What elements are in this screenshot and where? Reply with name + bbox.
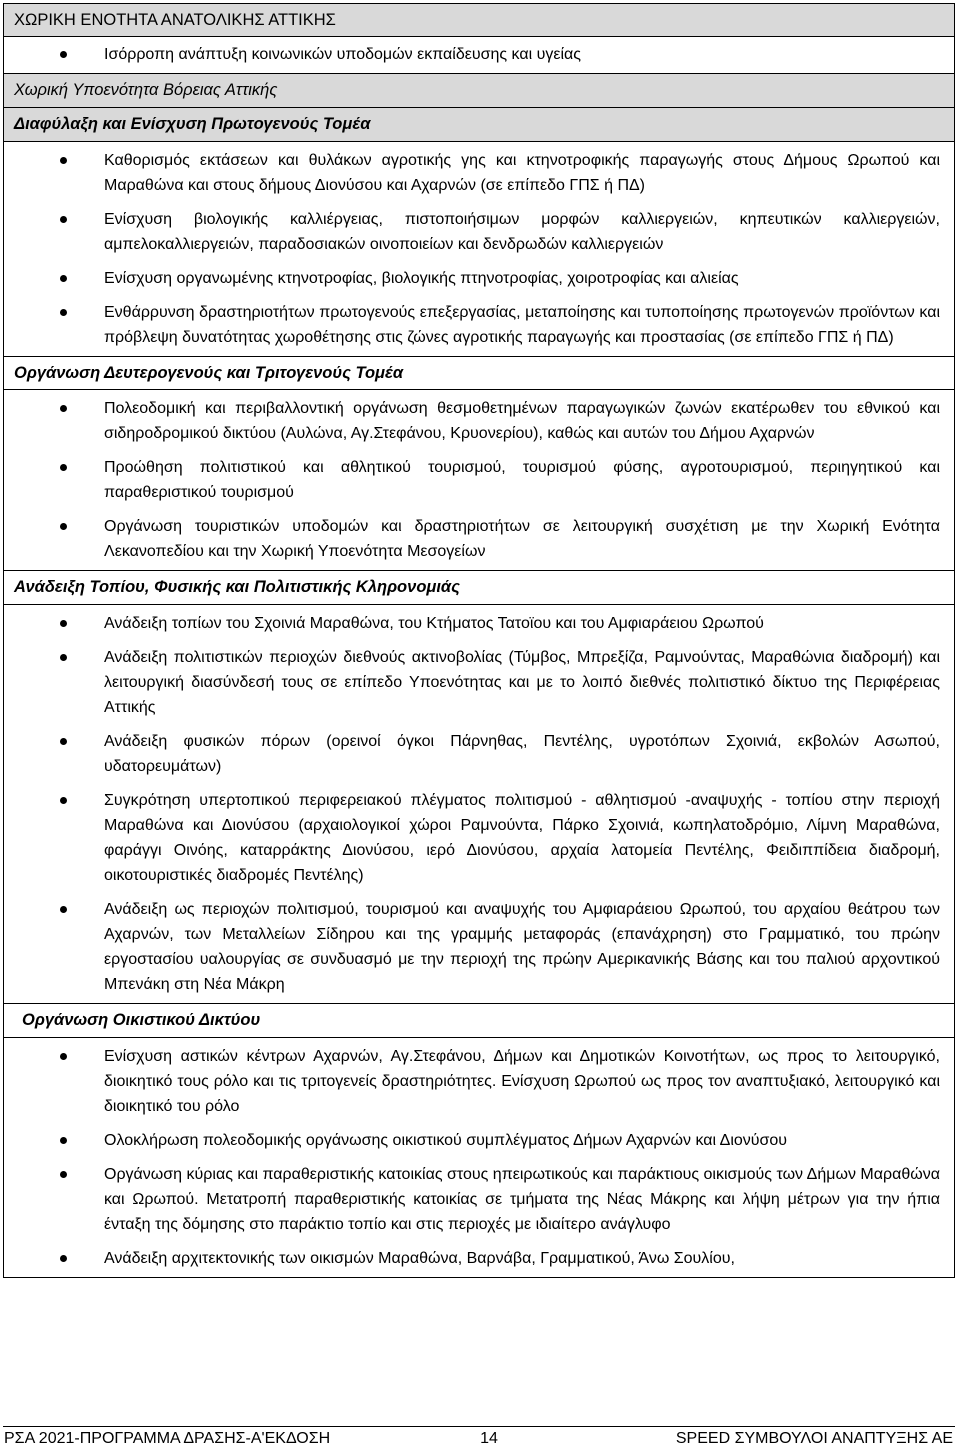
- bullet-icon: [4, 514, 104, 564]
- bullet-icon: [4, 300, 104, 350]
- list-item: Ενίσχυση αστικών κέντρων Αχαρνών, Αγ.Στεφάνου, Δήμων και Δημοτικών Κοινοτήτων, ως προς το λειτουργικό, διοικητικό τους ρόλο και τις τριτογενείς δραστηριότητες. Ενίσχυση Ωρωπού ως προς τον αναπτυξιακό, λειτουργικό και διοικητικό του ρόλο: [4, 1044, 944, 1119]
- section-heading: Οργάνωση Οικιστικού Δικτύου: [22, 1011, 261, 1029]
- bullet-icon: [4, 455, 104, 505]
- list-item: Ισόρροπη ανάπτυξη κοινωνικών υποδομών εκπαίδευσης και υγείας: [4, 42, 944, 67]
- section-items: [4, 142, 954, 357]
- bullet-icon: [4, 645, 104, 720]
- section-heading-row: [4, 571, 954, 605]
- bullet-icon: [4, 729, 104, 779]
- footer-page-number: 14: [480, 1429, 498, 1447]
- document-table: [3, 3, 955, 1278]
- list-item: Ενίσχυση βιολογικής καλλιέργειας, πιστοποιήσιμων μορφών καλλιεργειών, κηπευτικών καλλιεργειών, αμπελοκαλλιεργειών, παραδοσιακών οινοποιείων και δενδρωδών καλλιεργειών: [4, 207, 944, 257]
- section-heading: Διαφύλαξη και Ενίσχυση Πρωτογενούς Τομέα: [14, 115, 371, 133]
- list-item: Οργάνωση τουριστικών υποδομών και δραστηριοτήτων σε λειτουργική συσχέτιση με την Χωρική Ενότητα Λεκανοπεδίου και την Χωρική Υποενότητα Μεσογείων: [4, 514, 944, 564]
- section-heading-row: [4, 108, 954, 142]
- section-heading-row: [4, 357, 954, 390]
- page-title: ΧΩΡΙΚΗ ΕΝΟΤΗΤΑ ΑΝΑΤΟΛΙΚΗΣ ΑΤΤΙΚΗΣ: [14, 10, 336, 29]
- page-footer: [3, 1426, 955, 1450]
- list-item: Ανάδειξη φυσικών πόρων (ορεινοί όγκοι Πάρνηθας, Πεντέλης, υγροτόπων Σχοινιά, εκβολών Ασωπού, υδατορευμάτων): [4, 729, 944, 779]
- subunit-title-row: [4, 74, 954, 108]
- list-item: Ανάδειξη αρχιτεκτονικής των οικισμών Μαραθώνα, Βαρνάβα, Γραμματικού, Άνω Σουλίου,: [4, 1246, 944, 1271]
- list-item: Προώθηση πολιτιστικού και αθλητικού τουρισμού, τουρισμού φύσης, αγροτουρισμού, περιηγητικού και παραθεριστικού τουρισμού: [4, 455, 944, 505]
- list-item: Συγκρότηση υπερτοπικού περιφερειακού πλέγματος πολιτισμού - αθλητισμού -αναψυχής - τοπίου στην περιοχή Μαραθώνα και Διονύσου (αρχαιολογικοί χώροι Ραμνούντα, Πάρκο Σχοινιά, κωπηλατοδρόμιο, Λίμνη Μαραθώνα, φαράγγι Οινόης, καταρράκτης Διονύσου, ιερό Διονύσου, αρχαία λατομεία Πεντέλης, Φειδιππίδεια διαδρομή, οικοτουριστικές διαδρομές Πεντέλης): [4, 788, 944, 888]
- bullet-icon: [4, 611, 104, 636]
- section-items: [4, 605, 954, 1004]
- bullet-icon: [4, 42, 104, 67]
- section-items: [4, 390, 954, 571]
- footer-document-title: ΡΣΑ 2021-ΠΡΟΓΡΑΜΜΑ ΔΡΑΣΗΣ-Α'ΕΚΔΟΣΗ: [4, 1429, 331, 1447]
- bullet-icon: [4, 148, 104, 198]
- bullet-icon: [4, 1162, 104, 1237]
- section-heading: Οργάνωση Δευτερογενούς και Τριτογενούς Τομέα: [14, 363, 404, 382]
- bullet-icon: [4, 1044, 104, 1119]
- section-heading-row: [4, 1004, 954, 1038]
- list-item: Οργάνωση κύριας και παραθεριστικής κατοικίας στους ηπειρωτικούς και παράκτιους οικισμούς των Δήμων Μαραθώνα και Ωρωπού. Μετατροπή παραθεριστικής κατοικίας σε τμήματα της Νέας Μάκρης και λήψη μέτρων για την ήπια ένταξη της δόμησης στο παράκτιο τοπίο και στις περιοχές με ιδιαίτερο ανάγλυφο: [4, 1162, 944, 1237]
- bullet-icon: [4, 207, 104, 257]
- section-items: [4, 1038, 954, 1277]
- list-item: Πολεοδομική και περιβαλλοντική οργάνωση θεσμοθετημένων παραγωγικών ζωνών εκατέρωθεν του εθνικού και σιδηροδρομικού δικτύου (Αυλώνα, Αγ.Στεφάνου, Κρυονερίου), καθώς και αυτών του Δήμου Αχαρνών: [4, 396, 944, 446]
- bullet-icon: [4, 1246, 104, 1271]
- list-item: Ολοκλήρωση πολεοδομικής οργάνωσης οικιστικού συμπλέγματος Δήμων Αχαρνών και Διονύσου: [4, 1128, 944, 1153]
- bullet-icon: [4, 897, 104, 997]
- intro-cell: [4, 37, 954, 74]
- bullet-icon: [4, 1128, 104, 1153]
- bullet-icon: [4, 396, 104, 446]
- section-heading: Ανάδειξη Τοπίου, Φυσικής και Πολιτιστικής Κληρονομιάς: [14, 578, 460, 596]
- list-item: Ανάδειξη πολιτιστικών περιοχών διεθνούς ακτινοβολίας (Τύμβος, Μπρεξίζα, Ραμνούντας, Μαραθώνια διαδρομή) και λειτουργική διασύνδεσή τους σε επίπεδο Υποενότητας και με το λοιπό διεθνές πολιτιστικό δίκτυο της Περιφέρειας Αττικής: [4, 645, 944, 720]
- list-item: Καθορισμός εκτάσεων και θυλάκων αγροτικής γης και κτηνοτροφικής παραγωγής στους Δήμους Ωρωπού και Μαραθώνα και στους δήμους Διονύσου και Αχαρνών (σε επίπεδο ΓΠΣ ή ΠΔ): [4, 148, 944, 198]
- list-item: Ενθάρρυνση δραστηριοτήτων πρωτογενούς επεξεργασίας, μεταποίησης και τυποποίησης πρωτογενών προϊόντων και πρόβλεψη δυνατότητας χωροθέτησης στις ζώνες αγροτικής παραγωγής και προστασίας (σε επίπεδο ΓΠΣ ή ΠΔ): [4, 300, 944, 350]
- footer-company: SPEED ΣΥΜΒΟΥΛΟΙ ΑΝΑΠΤΥΞΗΣ ΑΕ: [675, 1429, 953, 1447]
- list-item: Ενίσχυση οργανωμένης κτηνοτροφίας, βιολογικής πτηνοτροφίας, χοιροτροφίας και αλιείας: [4, 266, 944, 291]
- list-item: Ανάδειξη ως περιοχών πολιτισμού, τουρισμού και αναψυχής του Αμφιαράειου Ωρωπού, του αρχαίου θεάτρου των Αχαρνών, των Μεταλλείων Σίδηρου και της γραμμής μεταφοράς (επανάχρηση) στο Γραμματικό, του πρώην εργοστασίου υαλουργίας σε συνδυασμό με την περιοχή της πρώην Αμερικανικής Βάσης και του παλιού αρχοντικού Μπενάκη στη Νέα Μάκρη: [4, 897, 944, 997]
- title-row: [4, 4, 954, 37]
- bullet-icon: [4, 788, 104, 888]
- list-item: Ανάδειξη τοπίων του Σχοινιά Μαραθώνα, του Κτήματος Τατοϊου και του Αμφιαράειου Ωρωπού: [4, 611, 944, 636]
- bullet-icon: [4, 266, 104, 291]
- subunit-title: Χωρική Υποενότητα Βόρειας Αττικής: [14, 81, 278, 99]
